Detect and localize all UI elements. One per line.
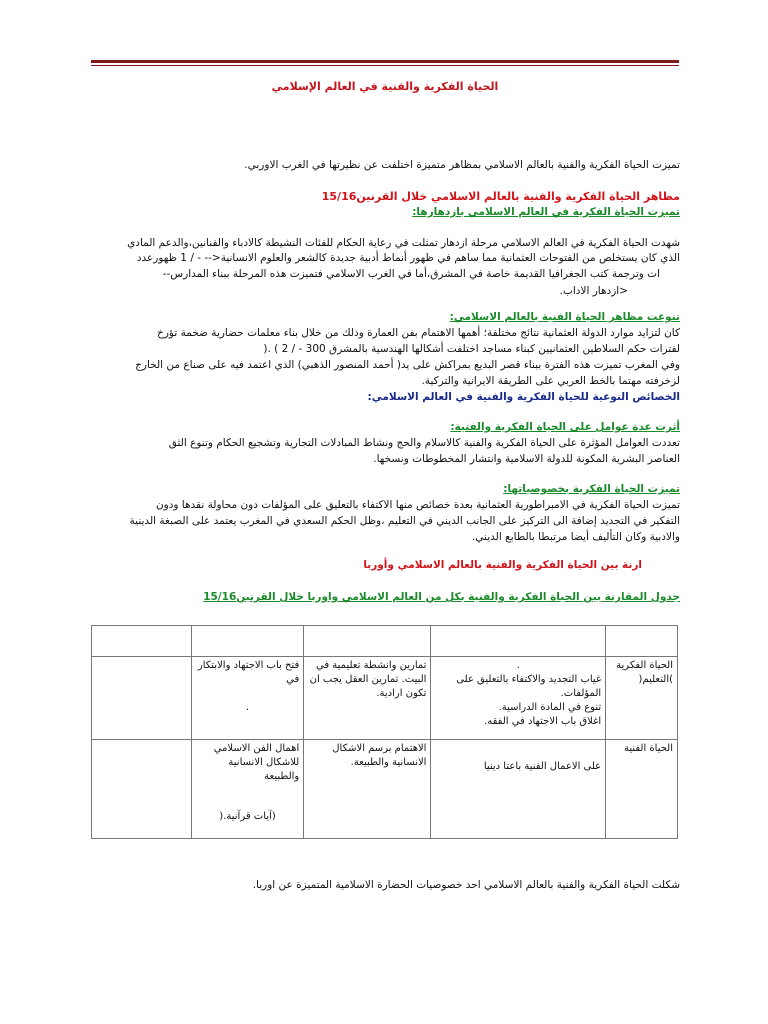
table-cell-line: اغلاق باب الاجتهاد في الفقه. xyxy=(484,716,602,727)
table-cell-line: غياب التجديد والاكتفاء بالتعليق على المؤلفات. xyxy=(456,674,602,699)
section-1-subheading: تميزت الحياة الفكرية في العالم الاسلامي بازدهارها: xyxy=(412,206,680,218)
table-cell-text: الاهتمام برسم الاشكال الانسانية والطبيعة. xyxy=(332,743,427,768)
section-3-line-2: العناصر البشرية المكونة للدولة الاسلامية وانتشار المخطوطات ونسخها. xyxy=(373,453,680,465)
comparison-table xyxy=(91,625,678,839)
table-cell-text: (آيات قرآنية.( xyxy=(219,811,276,822)
section-2-line-2: لفترات حكم السلاطين العثمانيين كبناء مساجد اختلفت أشكالها الهندسية بالمشرق 300 - / 2 ) .( xyxy=(263,343,680,355)
table-row-label: الحياة الفكرية )التعليم( xyxy=(606,657,678,740)
table-cell-text: تمارين وانشطة تعليمية في البيت. تمارين العقل يجب ان تكون ارادية. xyxy=(309,660,427,699)
section-3-line-1: تعددت العوامل المؤثرة على الحياة الفكرية والفنية كالاسلام والحج ونشاط المبادلات التجارية وتشجيع الحكام وتنوع الثق xyxy=(168,437,680,449)
section-5-heading: ارنة بين الحياة الفكرية والفنية بالعالم الاسلامي وأوربا xyxy=(363,559,642,571)
section-2-line-4: لزخرفته مهتما بالخط العربي على الطريقة الايرانية والتركية. xyxy=(421,375,680,387)
section-2-line-1: كان لتزايد موارد الدولة العثمانية نتائج مختلفة؛ أهمها الاهتمام بفن العمارة وذلك من خلال بناء معلمات حضارية ضخمة تؤرخ xyxy=(157,327,680,339)
section-2-subheading: تنوعت مظاهر الحياة الفنية بالعالم الاسلامي: xyxy=(449,311,680,323)
table-cell-text: اهمال الفن الاسلامي للاشكال الانسانية والطبيعة xyxy=(213,743,300,782)
table-cell-text: على الاعمال الفنية باعتا دينيا xyxy=(483,761,602,772)
table-cell xyxy=(191,740,303,839)
section-1-heading: مظاهر الحياة الفكرية والفنية بالعالم الاسلامي خلال القرنين15/16 xyxy=(321,190,680,203)
table-row xyxy=(92,626,678,657)
table-cell xyxy=(92,740,192,839)
intro-paragraph: تميزت الحياة الفكرية والفنية بالعالم الاسلامي بمظاهر متميزة اختلفت عن نظيرتها في الغرب الاوربي. xyxy=(244,159,680,171)
table-cell xyxy=(191,657,303,740)
section-4-line-3: والادبية وكان التأليف أيضا مرتبطا بالطابع الديني. xyxy=(471,531,680,543)
table-cell xyxy=(92,657,192,740)
table-cell-dot: . xyxy=(516,660,520,671)
section-2-line-3: وفي المغرب تميزت هذه الفترة ببناء قصر البديع بمراكش على يد( أحمد المنصور الذهبي) الذي اعتمد فيه على صناع من الخارج xyxy=(135,359,680,371)
table-cell-dot: . xyxy=(245,702,250,713)
section-3-heading: الخصائص النوعية للحياة الفكرية والفنية في العالم الاسلامي: xyxy=(367,391,680,403)
table-cell xyxy=(92,626,192,657)
section-4-line-2: التفكير في التجديد إضافة الى التركيز على الجانب الديني في التعليم ،وظل الحكم السعدي في المغرب يعتمد على الصبغة الدينية xyxy=(129,515,680,527)
table-cell-line: تنوع في المادة الدراسية. xyxy=(498,702,602,713)
header-rule-thin xyxy=(91,65,679,66)
table-cell xyxy=(304,657,431,740)
section-5-subheading: جدول المقارنة بين الحياة الفكرية والفنية بكل من العالم الاسلامي واوربا خلال القرنين15/16 xyxy=(203,591,680,603)
section-1-line-4: <ازدهار الاداب. xyxy=(559,285,628,297)
table-row xyxy=(92,657,678,740)
table-cell-text: فتح باب الاجتهاد والابتكار في xyxy=(197,660,300,685)
table-cell xyxy=(606,626,678,657)
section-1-line-3: ات وترجمة كتب الجغرافيا القديمة خاصة في المشرق،أما في الغرب الاسلامي فتميزت هذه المرحلة ببناء المدارس-- xyxy=(162,268,660,280)
table-row xyxy=(92,740,678,839)
table-cell xyxy=(304,626,431,657)
table-cell xyxy=(191,626,303,657)
table-cell xyxy=(304,740,431,839)
header-rule xyxy=(91,60,679,63)
section-4-line-1: تميزت الحياة الفكرية في الامبراطورية العثمانية بعدة خصائص منها الاكتفاء بالتعليق على المؤلفات دون محاولة نقدها ودون xyxy=(155,499,680,511)
table-cell xyxy=(431,657,606,740)
section-3-subheading: أثرت عدة عوامل على الحياة الفكرية والفنية: xyxy=(450,421,680,433)
section-1-line-2: الذي كان يستخلص من الفتوحات العثمانية مما ساهم في ظهور أنماط أدبية جديدة كالشعر والعلوم الانسانية<-- - / 1 ظهورعدد xyxy=(136,252,680,264)
closing-paragraph: شكلت الحياة الفكرية والفنية بالعالم الاسلامي احد خصوصيات الحضارة الاسلامية المتميزة عن اوربا. xyxy=(252,879,680,891)
section-4-subheading: تميزت الحياة الفكرية بخصوصياتها: xyxy=(503,483,680,495)
document-title: الحياة الفكرية والفنية في العالم الإسلامي xyxy=(271,80,499,93)
table-row-label: الحياة الفنية xyxy=(606,740,678,839)
section-1-line-1: شهدت الحياة الفكرية في العالم الاسلامي مرحلة ازدهار تمثلت في رعاية الحكام للفئات النشيطة كالادباء والفنانين،والدعم المادي xyxy=(127,237,680,249)
table-cell xyxy=(431,740,606,839)
table-cell xyxy=(431,626,606,657)
